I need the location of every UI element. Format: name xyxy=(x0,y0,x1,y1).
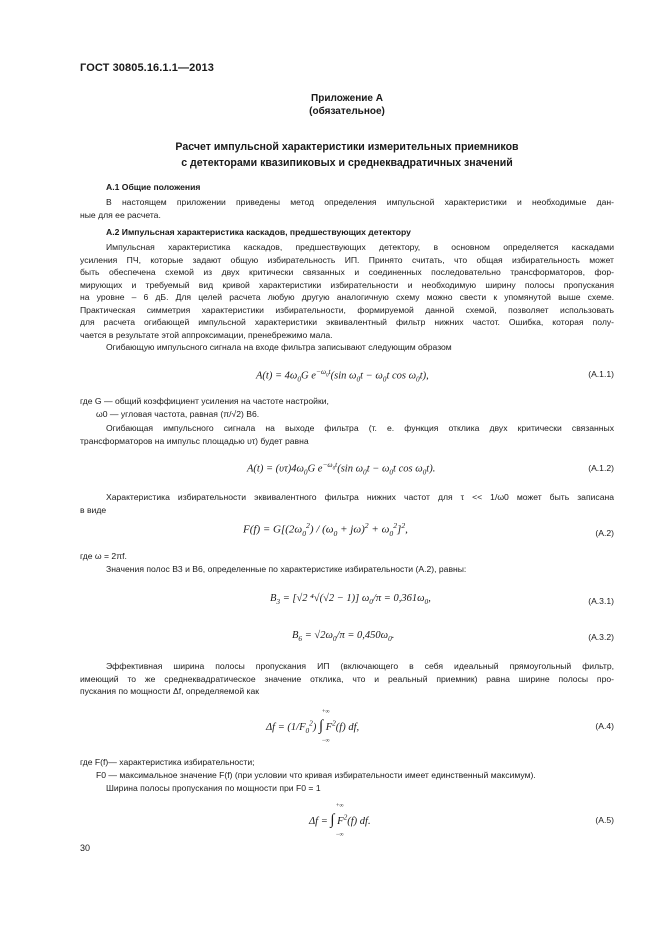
doc-title-line1: Расчет импульсной характеристики измерительных приемников xyxy=(175,141,519,153)
section-a2-heading: А.2 Импульсная характеристика каскадов, предшествующих детектору xyxy=(106,227,411,237)
effective-bandwidth-paragraph xyxy=(80,660,614,698)
equation-label: (А.2) xyxy=(595,528,614,538)
equation-a32: $B_6 = √2\omega_0/\pi = 0,450\omega_0$. xyxy=(292,630,395,644)
appendix-status: (обязательное) xyxy=(309,106,385,117)
text-line: чается в результате этой аппроксимации, пренебрежимо мала. xyxy=(80,329,333,340)
text-line: Эффективная ширина полосы пропускания ИП (включающего в себя идеальный прямоугольный фильтр, xyxy=(106,661,614,671)
doc-title-line2: с детекторами квазипиковых и среднеквадратичных значений xyxy=(181,157,513,169)
integral-upper-limit: +∞ xyxy=(322,709,330,715)
text-line: на уровне – 6 дБ. Для целей расчета любую другую аналогичную схему можно свести к упомянутой выше схеме. xyxy=(80,292,614,302)
page-number: 30 xyxy=(80,843,91,853)
section-a1-heading: А.1 Общие положения xyxy=(106,182,201,192)
integral-lower-limit: −∞ xyxy=(322,738,330,744)
text-line: В настоящем приложении приведены метод определения импульсной характеристики и необходимые дан- xyxy=(106,197,614,207)
equation-a11: $A(t) = 4\omega_0G$ $e^{-\omega_0t}(\sin$ $\omega_0t - \omega_0t$ $\cos \omega_0t$), xyxy=(256,367,429,384)
text-line: пускания по мощности Δf, определяемой как xyxy=(80,686,260,696)
text-line: для расчета огибающей импульсной характеристики эквивалентный фильтр нижних частот. Ошибка, которая полу- xyxy=(80,317,614,327)
envelope-intro: Огибающую импульсного сигнала на входе фильтра записывают следующим образом xyxy=(106,342,452,352)
section-a1-text xyxy=(80,196,614,221)
text-line: мирующих и требуемый вид кривой характеристики избирательности и необходимую ширину полосы пропускания xyxy=(80,279,614,290)
integral-upper-limit: +∞ xyxy=(336,803,344,809)
equation-a12: $A(t) = (\upsilon\tau)4\omega_0G$ $e^{-\omega_0t}(\sin$ $\omega_0t - \omega_0t$ $\cos \omega_0t$). xyxy=(247,460,436,477)
equation-a2: $F(f) = G[(2\omega_0^2) / (\omega_0 + j\omega)^2 + \omega_0^2]^2$, xyxy=(243,521,408,538)
selectivity-paragraph xyxy=(80,491,614,516)
standard-header: ГОСТ 30805.16.1.1—2013 xyxy=(80,62,214,74)
equation-label: (А.4) xyxy=(595,721,614,731)
appendix-title: Приложение А xyxy=(311,93,383,104)
text-line: Практическая симметрия характеристики избирательности, формируемой данной схемой, позволяет использовать xyxy=(80,304,614,315)
where-g: где G — общий коэффициент усиления на частоте настройки, xyxy=(80,396,329,406)
equation-label: (А.1.1) xyxy=(588,369,614,379)
equation-a4: $\Delta f = (1/F_0^2)$ ∫ $F^2(f)$ df, xyxy=(266,718,360,736)
integral-lower-limit: −∞ xyxy=(336,832,344,838)
text-line: ные для ее расчета. xyxy=(80,209,161,220)
equation-a31: $B_3 = [√2$ ⁴√(√2 − 1)] $\omega_0/\pi = 0,361\omega_0$, xyxy=(270,593,431,607)
text-line: имеющий то же среднеквадратическое значение отклика, что и реальный приемник) равна ширине полосы про- xyxy=(80,673,614,684)
where-omega: где ω = 2πf. xyxy=(80,551,127,561)
equation-label: (А.5) xyxy=(595,815,614,825)
where-f: где F(f)— характеристика избирательности; xyxy=(80,757,255,767)
equation-label: (А.3.1) xyxy=(588,596,614,606)
text-line: Огибающая импульсного сигнала на выходе фильтра (т. е. функция отклика двух критически связанных xyxy=(106,423,614,433)
where-w0: ω0 — угловая частота, равная (π/√2) B6. xyxy=(96,409,260,419)
text-line: в виде xyxy=(80,504,107,515)
text-line: Импульсная характеристика каскадов, предшествующих детектору, в основном определяется каскадами xyxy=(106,242,614,252)
text-line: усиления ПЧ, которые задают общую избирательность ИП. Принято считать, что общая избирательность может xyxy=(80,254,614,265)
equation-label: (А.3.2) xyxy=(588,632,614,642)
equation-label: (А.1.2) xyxy=(588,463,614,473)
bands-intro: Значения полос B3 и B6, определенные по характеристике избирательности (А.2), равны: xyxy=(106,564,467,574)
equation-a5: Δf = ∫ $F^2(f)$ df. xyxy=(309,812,371,828)
text-line: быть обеспечена схемой из двух критически связанных и соединенных последовательно трансформаторов, фор- xyxy=(80,267,614,277)
text-line: трансформаторов на импульс площадью υτ) будет равна xyxy=(80,435,309,446)
output-paragraph xyxy=(80,422,614,447)
text-line: Характеристика избирательности эквивалентного фильтра нижних частот для τ << 1/ω0 может быть записана xyxy=(106,492,614,502)
section-a2-paragraph xyxy=(80,241,614,341)
width-intro: Ширина полосы пропускания по мощности при F0 = 1 xyxy=(106,783,321,793)
where-f0: F0 — максимальное значение F(f) (при условии что кривая избирательности имеет единственный максимум). xyxy=(96,770,536,780)
